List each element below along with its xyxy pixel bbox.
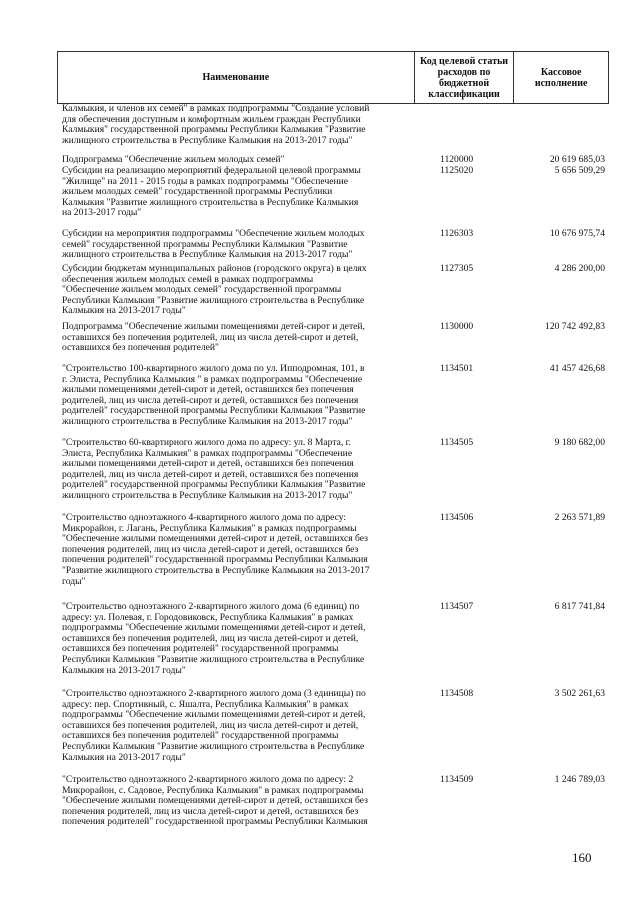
row-code: 1130000 bbox=[440, 321, 474, 332]
row-name-line: Субсидии на реализацию мероприятий федеральной целевой программы bbox=[62, 165, 361, 176]
row-amount: 5 656 509,29 bbox=[554, 165, 605, 176]
row-name-line: Калмыкия" государственной программы Республики Калмыкия "Развитие bbox=[62, 124, 366, 136]
row-name-line: Калмыкия "Развитие жилищного строительства в Республике Калмыкия bbox=[62, 196, 359, 208]
row-name-line: Калмыкия на 2013-2017 годы" bbox=[62, 305, 186, 317]
row-code: 1126303 bbox=[440, 228, 474, 239]
row-name-line: "Обеспечение жилыми помещениями детей-сирот и детей, оставшихся без bbox=[62, 795, 368, 807]
row-amount: 41 457 426,68 bbox=[549, 363, 605, 374]
row-amount: 120 742 492,83 bbox=[545, 321, 605, 332]
row-code: 1134507 bbox=[440, 601, 474, 612]
row-name-line: подпрограммы "Обеспечение жилыми помещениями детей-сирот и детей, bbox=[62, 709, 366, 721]
row-name-line: жилыми помещениями детей-сирот и детей, оставшихся без попечения bbox=[62, 458, 354, 470]
row-name-line: "Строительство 60-квартирного жилого дома по адресу: ул. 8 Марта, г. bbox=[62, 437, 351, 448]
row-name-line: родителей" государственной программы Республики Калмыкия "Развитие bbox=[62, 405, 366, 417]
row-name-line: "Развитие жилищного строительства в Республике Калмыкия на 2013-2017 bbox=[62, 564, 370, 576]
row-name-line: адресу: пер. Спортивный, с. Яшалта, Республика Калмыкия" в рамках bbox=[62, 698, 349, 710]
page-number: 160 bbox=[572, 850, 592, 865]
row-amount: 3 502 261,63 bbox=[554, 688, 605, 699]
row-name-line: г. Элиста, Республика Калмыкия " в рамках подпрограммы "Обеспечение bbox=[62, 373, 363, 385]
row-code: 1120000 bbox=[440, 154, 474, 165]
row-name-line: жилыми помещениями детей-сирот и детей, оставшихся без попечения bbox=[62, 384, 354, 396]
row-name-line: Калмыкия на 2013-2017 годы" bbox=[62, 664, 186, 676]
row-name-line: попечения родителей" государственной программы Республики Калмыкия bbox=[62, 816, 368, 828]
row-code: 1127305 bbox=[440, 263, 474, 274]
row-name-line: попечения родителей, лиц из числа детей-сирот и детей, оставшихся без bbox=[62, 543, 359, 555]
row-name bbox=[62, 775, 412, 828]
row-name-line: оставшихся без попечения родителей" государственной программы bbox=[62, 730, 339, 742]
row-code: 1134501 bbox=[440, 363, 474, 374]
row-amount: 6 817 741,84 bbox=[554, 601, 605, 612]
row-name-line: Калмыкия на 2013-2017 годы" bbox=[62, 751, 186, 763]
row-amount: 10 676 975,74 bbox=[549, 228, 605, 239]
header-amount-column: Кассовое исполнение bbox=[534, 66, 588, 89]
header-name-column: Наименование bbox=[58, 52, 415, 103]
row-name-line: "Обеспечение жилыми помещениями детей-сирот и детей, оставшихся без bbox=[62, 533, 368, 545]
row-name-line: жилищного строительства в Республике Калмыкия на 2013-2017 годы" bbox=[62, 415, 353, 427]
table-header bbox=[57, 51, 609, 104]
row-amount: 20 619 685,03 bbox=[549, 154, 605, 165]
row-code: 1125020 bbox=[440, 165, 474, 176]
row-name-line: оставшихся без попечения родителей, лиц из числа детей-сирот и детей, bbox=[62, 632, 359, 644]
row-name-line: жилищного строительства в Республике Калмыкия на 2013-2017 годы" bbox=[62, 489, 353, 501]
row-name-line: Республики Калмыкия "Развитие жилищного строительства в Республике bbox=[62, 740, 365, 752]
row-amount: 1 246 789,03 bbox=[554, 774, 605, 785]
row-name-line: "Строительство одноэтажного 2-квартирного жилого дома (6 единиц) по bbox=[62, 601, 360, 612]
row-amount: 9 180 682,00 bbox=[554, 437, 605, 448]
row-code: 1134506 bbox=[440, 512, 474, 523]
row-name-line: Субсидии бюджетам муниципальных районов (городского округа) в целях bbox=[62, 263, 367, 274]
row-name-line: попечения родителей, лиц из числа детей-сирот и детей, оставшихся без bbox=[62, 805, 359, 817]
row-name-line: родителей, лиц из числа детей-сирот и детей, оставшихся без попечения bbox=[62, 394, 359, 406]
row-name-line: оставшихся без попечения родителей, лиц из числа детей-сирот и детей, bbox=[62, 719, 359, 731]
row-name-line: Микрорайон, г. Лагань, Республика Калмыкия" в рамках подпрограммы bbox=[62, 522, 357, 534]
row-name bbox=[62, 155, 412, 166]
row-name bbox=[62, 364, 412, 428]
row-name-line: жильем молодых семей" государственной программы Республики bbox=[62, 186, 333, 198]
row-name-line: подпрограммы "Обеспечение жилыми помещениями детей-сирот и детей, bbox=[62, 622, 366, 634]
row-name-line: Подпрограмма "Обеспечение жильем молодых семей" bbox=[62, 154, 285, 165]
row-name bbox=[62, 264, 412, 317]
row-name-line: Республики Калмыкия "Развитие жилищного строительства в Республике bbox=[62, 294, 365, 306]
row-amount: 4 286 200,00 bbox=[554, 263, 605, 274]
row-code: 1134508 bbox=[440, 688, 474, 699]
row-name-line: на 2013-2017 годы" bbox=[62, 207, 142, 219]
header-code-column: Код целевой статьи расходов по бюджетной классификации bbox=[415, 52, 515, 103]
row-name bbox=[62, 438, 412, 502]
row-name bbox=[62, 689, 412, 763]
row-name-line: "Обеспечение жильем молодых семей" государственной программы bbox=[62, 284, 342, 296]
row-name-line: Калмыкия, и членов их семей" в рамках подпрограммы "Создание условий bbox=[62, 103, 370, 114]
row-name bbox=[62, 602, 412, 676]
row-name-line: "Строительство одноэтажного 4-квартирного жилого дома по адресу: bbox=[62, 512, 347, 523]
row-name-line: для обеспечения доступным и комфортным жильем граждан Республики bbox=[62, 113, 361, 125]
row-name-line: оставшихся без попечения родителей" государственной программы bbox=[62, 643, 339, 655]
row-name-line: "Строительство одноэтажного 2-квартирного жилого дома (3 единицы) по bbox=[62, 688, 366, 699]
row-name bbox=[62, 104, 412, 146]
row-name-line: попечения родителей" государственной программы Республики Калмыкия bbox=[62, 554, 368, 566]
row-name-line: Республики Калмыкия "Развитие жилищного строительства в Республике bbox=[62, 653, 365, 665]
row-name bbox=[62, 513, 412, 587]
row-name-line: жилищного строительства в Республике Калмыкия на 2013-2017 годы" bbox=[62, 134, 353, 146]
row-name-line: Субсидии на мероприятия подпрограммы "Обеспечение жильем молодых bbox=[62, 228, 365, 239]
row-code: 1134509 bbox=[440, 774, 474, 785]
row-name-line: Микрорайон, с. Садовое, Республика Калмыкия" в рамках подпрограммы bbox=[62, 784, 364, 796]
row-name-line: адресу: ул. Полевая, г. Городовиковск, Республика Калмыкия" в рамках bbox=[62, 611, 354, 623]
row-name-line: жилищного строительства в Республике Калмыкия на 2013-2017 годы" bbox=[62, 249, 353, 261]
row-code: 1134505 bbox=[440, 437, 474, 448]
row-name-line: "Строительство одноэтажного 2-квартирного жилого дома по адресу: 2 bbox=[62, 774, 354, 785]
row-name-line: семей" государственной программы Республики Калмыкия "Развитие bbox=[62, 238, 348, 250]
row-name-line: Элиста, Республика Калмыкия" в рамках подпрограммы "Обеспечение bbox=[62, 447, 353, 459]
row-name-line: родителей, лиц из числа детей-сирот и детей, оставшихся без попечения bbox=[62, 468, 359, 480]
row-amount: 2 263 571,89 bbox=[554, 512, 605, 523]
row-name-line: оставшихся без попечения родителей" bbox=[62, 342, 219, 354]
row-name-line: оставшихся без попечения родителей, лиц из числа детей-сирот и детей, bbox=[62, 331, 359, 343]
row-name bbox=[62, 166, 412, 219]
row-name bbox=[62, 322, 412, 354]
row-name bbox=[62, 229, 412, 261]
row-name-line: "Жилище" на 2011 - 2015 годы в рамках подпрограммы "Обеспечение bbox=[62, 175, 349, 187]
row-name-line: годы" bbox=[62, 575, 86, 587]
row-name-line: обеспечения жильем молодых семей в рамках подпрограммы bbox=[62, 273, 314, 285]
row-name-line: родителей" государственной программы Республики Калмыкия "Развитие bbox=[62, 479, 366, 491]
row-name-line: "Строительство 100-квартирного жилого дома по ул. Ипподромная, 101, в bbox=[62, 363, 365, 374]
row-name-line: Подпрограмма "Обеспечение жилыми помещениями детей-сирот и детей, bbox=[62, 321, 365, 332]
